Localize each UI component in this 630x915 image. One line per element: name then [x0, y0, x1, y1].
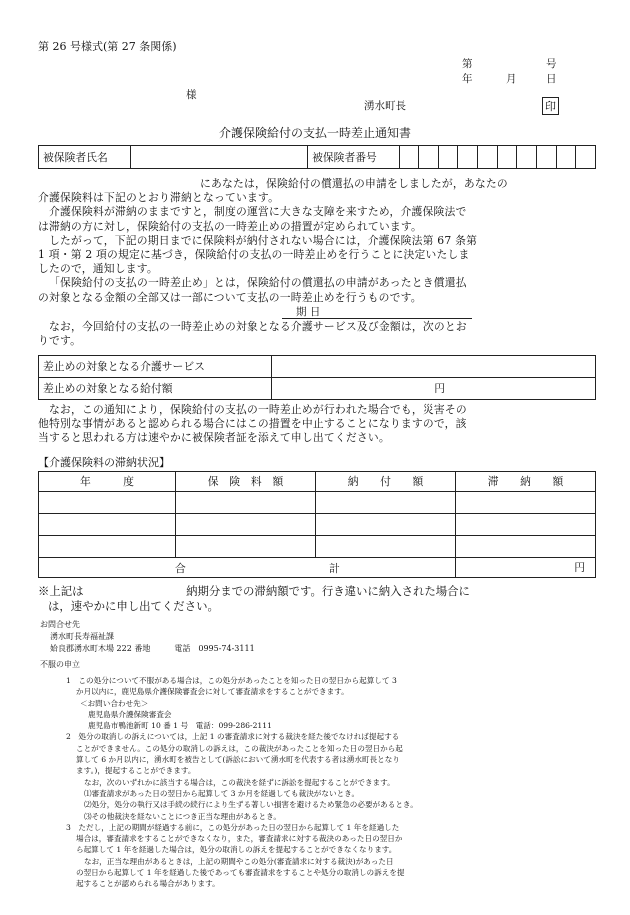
- total-label-right: 計: [329, 562, 340, 575]
- number-go: 号: [546, 58, 557, 70]
- appeal-line: ⑵処分，処分の執行又は手続の続行により生ずる著しい損害を避けるため緊急の必要があるとき。: [84, 800, 418, 810]
- appeal-line: ⑶その他裁決を経ないことにつき正当な理由があるとき。: [84, 811, 281, 821]
- contact-block: [40, 619, 255, 655]
- contact-address: 姶良郡湧水町木場 222 番地 電話 0995-74-3111: [50, 644, 255, 653]
- body-line: 介護保険料が滞納のままですと，制度の運営に大きな支障を来すため，介護保険法で: [49, 205, 467, 219]
- table-cell[interactable]: [39, 536, 176, 558]
- table-cell[interactable]: [456, 492, 596, 514]
- body-line: にあなたは，保険給付の償還払の申請をしましたが，あなたの: [200, 177, 508, 190]
- appeal-line: 算して 6 か月以内に，湧水町を被告として(訴訟において湧水町を代表する者は湧水町長となり: [76, 755, 400, 765]
- suspension-target-table: [38, 355, 596, 400]
- appeal-line: 鹿児島県介護保険審査会: [88, 709, 172, 719]
- table-row: [39, 536, 596, 558]
- document-title: 介護保険給付の支払一時差止通知書: [218, 126, 411, 140]
- issuer-name: 湧水町長: [364, 100, 406, 112]
- appeal-line: 1 この処分について不服がある場合は，この処分があったことを知った日の翌日から起算して 3: [66, 676, 397, 685]
- insured-name-cell[interactable]: [130, 146, 308, 169]
- insured-number-digit[interactable]: [438, 146, 458, 169]
- appeal-heading: 不服の申立: [40, 660, 80, 669]
- number-dai: 第: [462, 58, 473, 70]
- contact-heading: お問合せ先: [40, 620, 80, 629]
- appeal-line: ＜お問い合わせ先＞: [80, 698, 149, 708]
- body-line: は滞納の方に対し，保険給付の支払の一時差止めの措置が定められています。: [38, 219, 423, 233]
- date-day: 日: [546, 73, 557, 85]
- appeal-block: [66, 675, 418, 890]
- appeal-line: ら起算して 1 年を経過した場合は，処分の取消しの訴えを提起することができなくなります。: [76, 845, 397, 855]
- appeal-line: 場合は，審査請求をすることができなくなり，また，審査請求に対する裁決のあった日の翌日か: [76, 834, 403, 844]
- appeal-line: 鹿児島市鴨池新町 10 番 1 号 電話：099-286-2111: [88, 721, 272, 731]
- appeal-line: ことができません。この処分の取消しの訴えは，この裁決があったことを知った日の翌日から起: [76, 743, 403, 753]
- table-cell[interactable]: [176, 536, 316, 558]
- total-label-left: 合: [175, 562, 186, 575]
- arrears-header-paid: 納 付 額: [316, 472, 456, 492]
- insured-number-digit[interactable]: [556, 146, 576, 169]
- arrears-header-premium: 保 険 料 額: [176, 472, 316, 492]
- insured-number-label: 被保険者番号: [308, 146, 400, 169]
- appeal-line: なお，次のいずれかに該当する場合は，この裁決を経ずに訴訟を提起することができます。: [84, 777, 395, 787]
- form-number: 第 26 号様式(第 27 条関係): [38, 40, 177, 53]
- appeal-line: の翌日から起算して 1 年を経過した後であっても審査請求をすることや処分の取消しの訴えを提: [76, 868, 405, 878]
- target-service-cell[interactable]: [272, 356, 596, 378]
- table-row: [39, 492, 596, 514]
- arrears-total-label-cell: [39, 558, 456, 578]
- insured-number-digit[interactable]: [497, 146, 517, 169]
- seal-mark: 印: [542, 97, 559, 115]
- table-cell[interactable]: [456, 514, 596, 536]
- appeal-line: か月以内に，鹿児島県介護保険審査会に対して審査請求をすることができます。: [76, 687, 349, 697]
- body-line: 介護保険料は下記のとおり滞納となっています。: [38, 191, 280, 205]
- date-month: 月: [506, 73, 517, 85]
- arrears-note: [38, 584, 470, 614]
- insured-number-digit[interactable]: [576, 146, 596, 169]
- arrears-header-delinquent: 滞 納 額: [456, 472, 596, 492]
- table-cell[interactable]: [39, 514, 176, 536]
- appeal-line: ⑴審査請求があった日の翌日から起算して 3 か月を経過しても裁決がないとき。: [84, 788, 360, 798]
- table-cell[interactable]: [176, 514, 316, 536]
- insured-number-digit[interactable]: [478, 146, 498, 169]
- target-amount-cell[interactable]: 円: [272, 378, 596, 400]
- insured-number-digit[interactable]: [517, 146, 537, 169]
- insured-number-digit[interactable]: [399, 146, 419, 169]
- table-cell[interactable]: [39, 492, 176, 514]
- note-line: は，速やかに申し出てください。: [48, 599, 219, 613]
- table-cell[interactable]: [456, 536, 596, 558]
- insured-number-digit[interactable]: [419, 146, 439, 169]
- deadline-underline[interactable]: [282, 318, 472, 319]
- table-cell[interactable]: [176, 492, 316, 514]
- body-line: 他特別な事情があると認められる場合にはこの措置を中止することになりますので，該: [38, 417, 467, 431]
- table-row: [39, 514, 596, 536]
- arrears-header-year: 年 度: [39, 472, 176, 492]
- notice-body: [38, 177, 594, 305]
- appeal-line: 起することが認められる場合があります。: [76, 879, 220, 889]
- body-line: の対象となる金額の全部又は一部について支払の一時差止めを行うものです。: [38, 290, 422, 304]
- arrears-table: [38, 471, 596, 578]
- arrears-heading: 【介護保険料の滞納状況】: [38, 456, 170, 469]
- target-amount-label: 差止めの対象となる給付額: [39, 378, 272, 400]
- notice-body-2: [38, 320, 594, 348]
- deadline-label: 期 日: [296, 306, 321, 318]
- insured-id-table: [38, 145, 596, 169]
- body-line: したがって，下記の期日までに保険料が納付されない場合には，介護保険法第 67 条第: [49, 233, 478, 247]
- contact-dept: 湧水町長寿福祉課: [50, 632, 114, 641]
- insured-name-label: 被保険者氏名: [39, 146, 131, 169]
- note-line: ※上記は 納期分までの滞納額です。行き違いに納入された場合に: [38, 584, 470, 598]
- arrears-total-row: [39, 558, 596, 578]
- appeal-line: 2 処分の取消しの訴えについては，上記 1 の審査請求に対する裁決を経た後でなければ提起する: [66, 732, 400, 742]
- body-line: なお，この通知により，保険給付の支払の一時差止めが行われた場合でも，災害その: [49, 403, 467, 416]
- addressee-sama: 様: [186, 89, 197, 101]
- insured-number-digit[interactable]: [458, 146, 478, 169]
- target-service-label: 差止めの対象となる介護サービス: [39, 356, 272, 378]
- table-cell[interactable]: [316, 514, 456, 536]
- table-cell[interactable]: [316, 536, 456, 558]
- body-line: 1 項・第 2 項の規定に基づき，保険給付の支払の一時差止めを行うことに決定いたしま: [38, 248, 470, 262]
- insured-number-digit[interactable]: [536, 146, 556, 169]
- body-line: 「保険給付の支払の一時差止め」とは，保険給付の償還払の申請があったとき償還払: [49, 276, 467, 290]
- body-line: 当すると思われる方は速やかに被保険者証を添えて申し出てください。: [38, 431, 390, 445]
- body-line: なお，今回給付の支払の一時差止めの対象となる介護サービス及び金額は，次のとお: [49, 320, 467, 333]
- body-line: したので，通知します。: [38, 262, 158, 276]
- arrears-total-cell[interactable]: 円: [456, 558, 596, 578]
- appeal-line: 3 ただし，上記の期間が経過する前に，この処分があった日の翌日から起算して 1 年を経過した: [66, 822, 400, 832]
- body-line: りです。: [38, 334, 82, 348]
- appeal-line: なお，正当な理由があるときは，上記の期間やこの処分(審査請求に対する裁決)があった日: [84, 856, 394, 866]
- notice-body-3: [38, 403, 594, 446]
- table-cell[interactable]: [316, 492, 456, 514]
- date-year: 年: [462, 73, 473, 85]
- appeal-line: ます。)，提起することができます。: [76, 766, 196, 776]
